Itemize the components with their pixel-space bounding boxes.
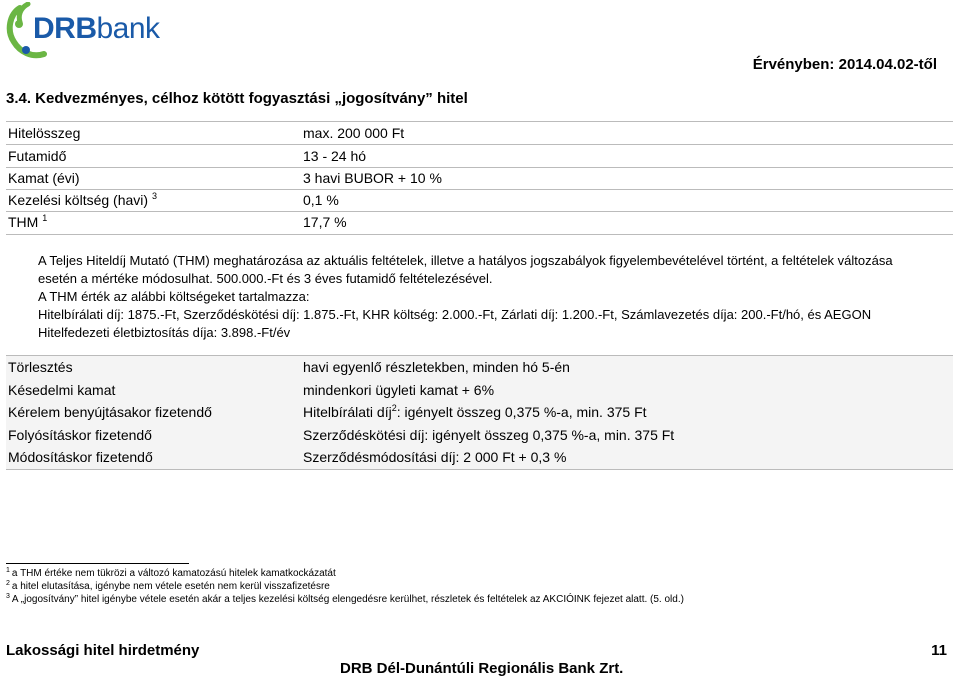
term-label: Törlesztés: [8, 359, 73, 375]
param-row: [8, 167, 951, 189]
term-label: Kérelem benyújtásakor fizetendő: [8, 404, 212, 420]
param-value: 3 havi BUBOR + 10 %: [303, 170, 442, 186]
logo-text-bank: bank: [96, 12, 160, 45]
term-value: havi egyenlő részletekben, minden hó 5-én: [303, 359, 570, 375]
term-row: [6, 446, 953, 469]
footnote-ref: 2: [391, 403, 397, 413]
divider: [6, 234, 953, 235]
param-value: 17,7 %: [303, 214, 347, 230]
footer-title: Lakossági hitel hirdetmény: [6, 642, 200, 659]
param-value: max. 200 000 Ft: [303, 125, 405, 141]
term-value: mindenkori ügyleti kamat + 6%: [303, 382, 495, 398]
footnote-text: a THM értéke nem tükrözi a változó kamatozású hitelek kamatkockázatát: [11, 568, 336, 579]
page-number: 11: [931, 642, 947, 659]
term-row: [6, 379, 953, 402]
term-value-text: : igényelt összeg 0,375 %-a, min. 375 Ft: [396, 404, 647, 420]
footnote-number: 2: [6, 580, 10, 587]
logo-wordmark: [33, 14, 160, 44]
term-label: Módosításkor fizetendő: [8, 449, 153, 465]
footnote-ref: 3: [151, 191, 157, 201]
param-label: Hitelösszeg: [8, 125, 81, 141]
footer-bank-name: DRB Dél-Dunántúli Regionális Bank Zrt.: [340, 660, 624, 677]
term-value: Szerződésmódosítási díj: 2 000 Ft + 0,3 %: [303, 449, 567, 465]
term-row: [6, 356, 953, 379]
term-row: [6, 401, 953, 424]
footnote: [6, 593, 684, 606]
footnote-text: a hitel elutasítása, igénybe nem vétele esetén nem kerül visszafizetésre: [11, 581, 330, 592]
logo-text-drb: DRB: [33, 12, 97, 45]
footnote: [6, 567, 684, 580]
param-row: [8, 189, 951, 211]
footnote-ref: 1: [42, 213, 48, 223]
param-label: [8, 214, 47, 230]
term-row: [6, 424, 953, 447]
param-label-text: THM: [8, 214, 39, 230]
term-value-text: Hitelbírálati díj: [303, 404, 392, 420]
thm-note: [38, 252, 918, 342]
footnote-number: 3: [6, 593, 10, 600]
param-value: 13 - 24 hó: [303, 148, 367, 164]
footnotes: [6, 567, 684, 606]
param-label-text: Kezelési költség (havi): [8, 192, 149, 208]
section-title: 3.4. Kedvezményes, célhoz kötött fogyasztási „jogosítvány” hitel: [6, 90, 468, 107]
thm-note-paragraph: Hitelbírálati díj: 1875.-Ft, Szerződéskötési díj: 1.875.-Ft, KHR költség: 2.000.-Ft, Zárlati díj: 1.200.-Ft, Számlavezetés díja: 200.-Ft/hó, és AEGON Hitelfedezeti életbiztosítás díja: 3.898.-Ft/év: [38, 307, 872, 340]
term-label: Folyósításkor fizetendő: [8, 427, 152, 443]
param-value: 0,1 %: [303, 192, 339, 208]
thm-note-paragraph: A THM érték az alábbi költségeket tartalmazza:: [38, 289, 310, 304]
param-row: [8, 122, 951, 144]
term-label: Késedelmi kamat: [8, 382, 116, 398]
term-value: [303, 404, 647, 420]
param-label: Futamidő: [8, 148, 67, 164]
footnote-divider: [6, 563, 189, 564]
param-row: [8, 211, 951, 233]
param-label: Kamat (évi): [8, 170, 80, 186]
valid-from-date: Érvényben: 2014.04.02-től: [752, 56, 937, 73]
thm-note-paragraph: A Teljes Hiteldíj Mutató (THM) meghatározása az aktuális feltételek, illetve a hatályos jogszabályok figyelembevételével történt, a feltételek változása esetén a mértéke módosulhat. 500.000.-Ft és 3 éves futamidő feltételezésével.: [38, 253, 893, 286]
footnote: [6, 580, 684, 593]
param-label: [8, 192, 157, 208]
divider: [6, 469, 953, 470]
param-row: [8, 145, 951, 167]
term-value: Szerződéskötési díj: igényelt összeg 0,375 %-a, min. 375 Ft: [303, 427, 675, 443]
footnote-text: A „jogosítvány” hitel igénybe vétele esetén akár a teljes kezelési költség elengedésre kerülhet, részletek és feltételek az AKCIÓINK fejezet alatt. (5. old.): [11, 594, 684, 605]
footnote-number: 1: [6, 567, 10, 574]
